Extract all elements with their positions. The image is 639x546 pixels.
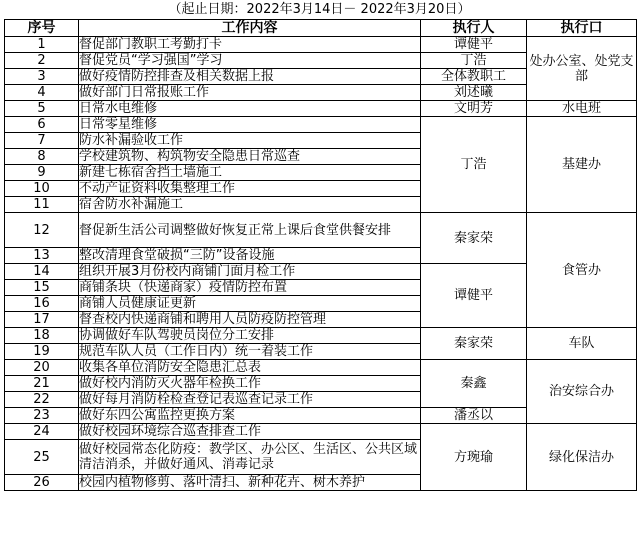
row-task: 协调做好车队驾驶员岗位分工安排 — [79, 328, 421, 344]
row-person: 谭健平 — [421, 37, 527, 53]
row-person: 全体教职工 — [421, 69, 527, 85]
row-no: 1 — [5, 37, 79, 53]
row-person: 丁浩 — [421, 53, 527, 69]
row-person: 刘述曦 — [421, 85, 527, 101]
row-task: 督促党员“学习强国”学习 — [79, 53, 421, 69]
table-row — [5, 424, 637, 440]
header-no: 序号 — [5, 20, 79, 37]
row-dept: 基建办 — [527, 117, 637, 213]
row-dept: 食管办 — [527, 213, 637, 328]
row-person: 谭健平 — [421, 264, 527, 328]
row-no: 15 — [5, 280, 79, 296]
row-dept: 绿化保洁办 — [527, 424, 637, 491]
table-row — [5, 360, 637, 376]
table-row — [5, 117, 637, 133]
row-task: 督查校内快递商铺和聘用人员防疫防控管理 — [79, 312, 421, 328]
row-task: 收集各单位消防安全隐患汇总表 — [79, 360, 421, 376]
row-dept: 车队 — [527, 328, 637, 360]
row-task: 做好校内消防灭火器年检换工作 — [79, 376, 421, 392]
header-dept: 执行口 — [527, 20, 637, 37]
row-person: 秦家荣 — [421, 213, 527, 264]
row-no: 21 — [5, 376, 79, 392]
row-task: 组织开展3月份校内商铺门面月检工作 — [79, 264, 421, 280]
row-no: 4 — [5, 85, 79, 101]
row-task: 不动产证资料收集整理工作 — [79, 181, 421, 197]
row-no: 3 — [5, 69, 79, 85]
row-person: 丁浩 — [421, 117, 527, 213]
row-no: 12 — [5, 213, 79, 248]
row-task: 整改清理食堂破损“三防”设备设施 — [79, 248, 421, 264]
row-task: 宿舍防水补漏施工 — [79, 197, 421, 213]
row-task: 规范车队人员（工作日内）统一着装工作 — [79, 344, 421, 360]
row-person: 潘丞以 — [421, 408, 527, 424]
row-dept: 治安综合办 — [527, 360, 637, 424]
table-row — [5, 328, 637, 344]
weekly-task-table — [4, 19, 637, 491]
header-task: 工作内容 — [79, 20, 421, 37]
row-task: 督促新生活公司调整做好恢复正常上课后食堂供餐安排 — [79, 213, 421, 248]
row-task: 督促部门教职工考勤打卡 — [79, 37, 421, 53]
row-no: 10 — [5, 181, 79, 197]
table-row — [5, 37, 637, 53]
row-no: 18 — [5, 328, 79, 344]
row-no: 6 — [5, 117, 79, 133]
row-task: 做好每月消防栓检查登记表巡查记录工作 — [79, 392, 421, 408]
row-no: 14 — [5, 264, 79, 280]
row-task: 做好疫情防控排查及相关数据上报 — [79, 69, 421, 85]
row-no: 26 — [5, 475, 79, 491]
row-dept: 水电班 — [527, 101, 637, 117]
row-task: 做好东四公寓监控更换方案 — [79, 408, 421, 424]
row-task: 做好部门日常报账工作 — [79, 85, 421, 101]
header-person: 执行人 — [421, 20, 527, 37]
row-no: 22 — [5, 392, 79, 408]
row-no: 2 — [5, 53, 79, 69]
row-task: 商铺人员健康证更新 — [79, 296, 421, 312]
row-task: 日常零星维修 — [79, 117, 421, 133]
header-row — [5, 20, 637, 37]
row-no: 9 — [5, 165, 79, 181]
row-no: 19 — [5, 344, 79, 360]
date-range-caption: （起止日期：2022年3月14日－ 2022年3月20日） — [168, 2, 471, 17]
row-no: 7 — [5, 133, 79, 149]
row-task: 做好校园常态化防疫：教学区、办公区、生活区、公共区域清洁消杀，并做好通风、消毒记录 — [79, 440, 421, 475]
row-no: 23 — [5, 408, 79, 424]
row-task: 做好校园环境综合巡查排查工作 — [79, 424, 421, 440]
row-no: 17 — [5, 312, 79, 328]
row-person: 文明芳 — [421, 101, 527, 117]
row-no: 24 — [5, 424, 79, 440]
row-person: 秦鑫 — [421, 360, 527, 408]
row-no: 13 — [5, 248, 79, 264]
row-task: 新建七栋宿舍挡土墙施工 — [79, 165, 421, 181]
row-no: 5 — [5, 101, 79, 117]
row-task: 商铺条块（快递商家）疫情防控布置 — [79, 280, 421, 296]
row-person: 秦家荣 — [421, 328, 527, 360]
row-task: 学校建筑物、构筑物安全隐患日常巡查 — [79, 149, 421, 165]
row-task: 日常水电维修 — [79, 101, 421, 117]
row-no: 25 — [5, 440, 79, 475]
row-task: 校园内植物修剪、落叶清扫、新种花卉、树木养护 — [79, 475, 421, 491]
row-no: 16 — [5, 296, 79, 312]
row-task: 防水补漏验收工作 — [79, 133, 421, 149]
row-no: 11 — [5, 197, 79, 213]
row-no: 8 — [5, 149, 79, 165]
row-dept: 处办公室、处党支部 — [527, 37, 637, 101]
row-person: 方琬瑜 — [421, 424, 527, 491]
table-row — [5, 101, 637, 117]
table-row — [5, 213, 637, 248]
row-no: 20 — [5, 360, 79, 376]
